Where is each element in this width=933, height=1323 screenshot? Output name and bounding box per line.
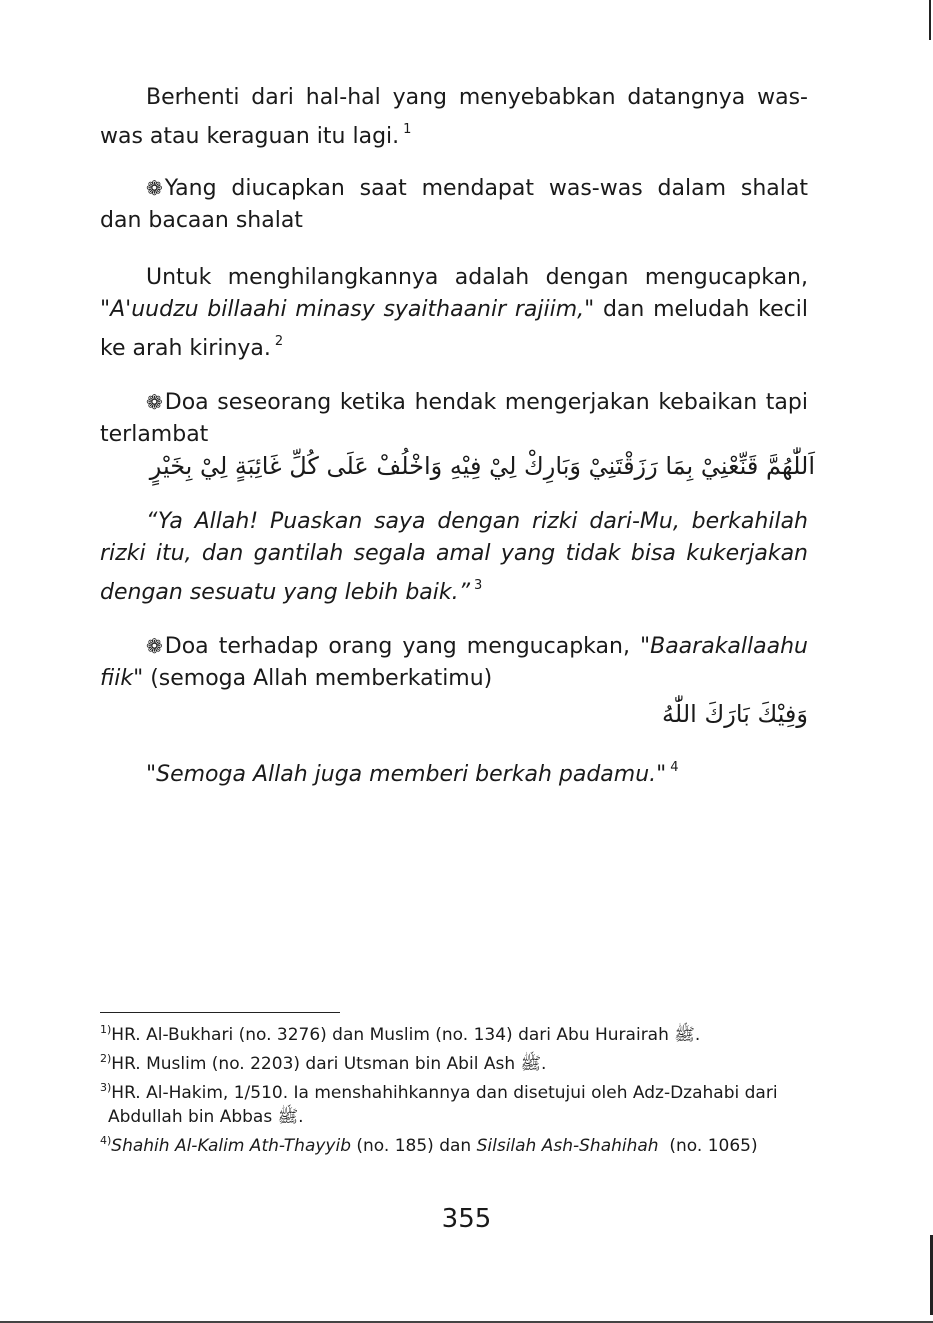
footnote-continuation: Abdullah bin Abbas	[108, 1107, 273, 1127]
paragraph-4	[100, 752, 808, 791]
footnote-ref-2: 2	[274, 334, 284, 349]
paragraph-3	[100, 506, 808, 609]
section-heading-3	[100, 630, 808, 695]
footnote-number: 4)	[100, 1134, 112, 1147]
honorific-icon: ﷺ	[520, 1054, 542, 1074]
arabic-supplication-1: اَللّٰهُمَّ قَنِّعْنِيْ بِمَا رَزَقْتَنِيْ وَبَارِكْ لِيْ فِيْهِ وَاخْلُفْ عَلَى كُلِّ غَائِبَةٍ لِيْ بِخَيْرٍ	[149, 452, 815, 480]
footnote-book-title-2: Silsilah Ash-Shahihah	[476, 1136, 659, 1156]
honorific-icon: ﷺ	[277, 1107, 299, 1127]
paragraph-3-text: “Ya Allah! Puaskan saya dengan rizki dari-Mu, berkahilah rizki itu, dan gantilah segala amal yang tidak bisa kukerjakan dengan sesuatu yang lebih baik.”	[100, 509, 808, 605]
section-heading-3-italic: Baarakallaahu fiik	[100, 634, 808, 691]
honorific-icon: ﷺ	[674, 1025, 695, 1045]
section-heading-2	[100, 386, 808, 451]
footnote-ref-3: 3	[474, 578, 483, 593]
section-heading-2-text: Doa seseorang ketika hendak mengerjakan kebaikan tapi terlambat	[100, 390, 808, 447]
paragraph-1-text: Berhenti dari hal-hal yang menyebabkan datangnya was-was atau keraguan itu lagi.	[100, 85, 808, 149]
arabic-supplication-2: وَفِيْكَ بَارَكَ اللّٰهُ	[662, 700, 808, 728]
page-number: 355	[441, 1204, 492, 1234]
footnote-list	[100, 1018, 812, 1158]
footnote-number: 1)	[100, 1023, 112, 1036]
footnote-text: HR. Al-Hakim, 1/510. Ia menshahihkannya dan disetujui oleh Adz-Dzahabi dari	[111, 1083, 778, 1103]
footnote-text-end: (no. 1065)	[658, 1136, 758, 1156]
paragraph-2-text-after: dan meludah kecil ke arah kirinya.	[100, 297, 808, 361]
footnote-item-2: $^{2)}$HR. Muslim (no. 2203) dari Utsman bin Abil Ash ﷺ.	[100, 1052, 547, 1074]
footnote-item-1: $^{1)}$HR. Al-Bukhari (no. 3276) dan Muslim (no. 134) dari Abu Hurairah ﷺ.	[100, 1023, 701, 1045]
flower-icon: ❁	[146, 176, 163, 200]
footnote-item-3: $^{3)}$HR. Al-Hakim, 1/510. Ia menshahihkannya dan disetujui oleh Adz-Dzahabi dari Abdullah bin Abbas ﷺ.	[100, 1081, 778, 1127]
footnote-divider	[100, 1012, 340, 1013]
footnote-ref-4: 4	[670, 760, 679, 775]
footnote-ref-1: 1	[403, 122, 412, 137]
footnote-text: (no. 185) dan	[351, 1136, 477, 1156]
footnote-number: 2)	[100, 1052, 112, 1065]
section-heading-3-text-after: " (semoga Allah memberkatimu)	[133, 666, 493, 691]
footnote-text: HR. Al-Bukhari (no. 3276) dan Muslim (no. 134) dari Abu Hurairah	[111, 1025, 669, 1045]
footnote-number: 3)	[100, 1081, 112, 1094]
paragraph-1	[100, 82, 808, 153]
footnote-text: HR. Muslim (no. 2203) dari Utsman bin Abil Ash	[111, 1054, 516, 1074]
paragraph-2-italic: "A'uudzu billaahi minasy syaithaanir rajiim,"	[100, 297, 595, 322]
section-heading-1-text: Yang diucapkan saat mendapat was-was dalam shalat dan bacaan shalat	[100, 176, 808, 233]
paragraph-2	[100, 262, 808, 365]
flower-icon: ❁	[146, 390, 163, 414]
flower-icon: ❁	[146, 634, 163, 658]
section-heading-1	[100, 172, 808, 237]
paragraph-4-text: "Semoga Allah juga memberi berkah padamu."	[146, 762, 667, 787]
section-heading-3-text-before: Doa terhadap orang yang mengucapkan, "	[164, 634, 651, 659]
footnote-book-title-1: Shahih Al-Kalim Ath-Thayyib	[111, 1136, 351, 1156]
scan-edge-top	[929, 0, 931, 40]
footnote-item-4	[100, 1129, 812, 1158]
paragraph-2-text-before: Untuk menghilangkannya adalah dengan mengucapkan,	[146, 265, 808, 290]
